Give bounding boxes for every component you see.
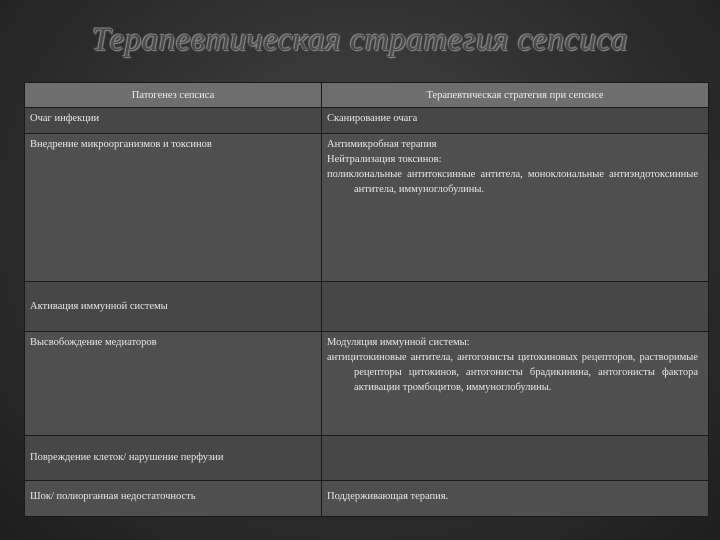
pathogenesis-text: Шок/ полиорганная недостаточность — [30, 491, 196, 502]
strategy-line: Нейтрализация токсинов: — [327, 154, 442, 165]
header-strategy: Терапевтическая стратегия при сепсисе — [322, 83, 709, 108]
pathogenesis-cell — [25, 134, 322, 282]
pathogenesis-text: Активация иммунной системы — [30, 300, 168, 312]
strategy-line: Модуляция иммунной системы: — [327, 337, 470, 348]
strategy-line: антицитокиновые антитела, антогонисты цитокиновых рецепторов, растворимые рецепторы цитокинов, антогонисты брадикинина, антогонисты фактора активации тромбоцитов, иммуноглобулины. — [327, 352, 698, 393]
pathogenesis-cell — [25, 282, 322, 332]
table-row — [25, 134, 709, 282]
pathogenesis-cell — [25, 481, 322, 517]
header-pathogenesis: Патогенез сепсиса — [25, 83, 322, 108]
strategy-cell — [322, 436, 709, 481]
table-header-row — [25, 83, 709, 108]
strategy-line: поликлональные антитоксинные антитела, моноклональные антиэндотоксинные антитела, иммуноглобулины. — [327, 169, 698, 195]
table-row — [25, 436, 709, 481]
table-row — [25, 332, 709, 436]
pathogenesis-text: Очаг инфекции — [30, 113, 100, 124]
sepsis-strategy-table — [24, 82, 709, 517]
strategy-text: Поддерживающая терапия. — [327, 491, 449, 502]
table-row — [25, 282, 709, 332]
strategy-cell — [322, 332, 709, 436]
pathogenesis-cell — [25, 108, 322, 134]
table-row — [25, 481, 709, 517]
pathogenesis-cell — [25, 436, 322, 481]
pathogenesis-cell — [25, 332, 322, 436]
strategy-cell — [322, 481, 709, 517]
pathogenesis-text: Высвобождение медиаторов — [30, 337, 157, 348]
slide-title: Терапевтическая стратегия сепсиса — [91, 22, 629, 58]
strategy-cell — [322, 134, 709, 282]
strategy-text: Сканирование очага — [327, 113, 418, 124]
table-row — [25, 108, 709, 134]
strategy-line: Антимикробная терапия — [327, 139, 437, 150]
pathogenesis-text: Повреждение клеток/ нарушение перфузии — [30, 452, 224, 463]
strategy-cell — [322, 108, 709, 134]
pathogenesis-text: Внедрение микроорганизмов и токсинов — [30, 139, 212, 150]
strategy-cell — [322, 282, 709, 332]
